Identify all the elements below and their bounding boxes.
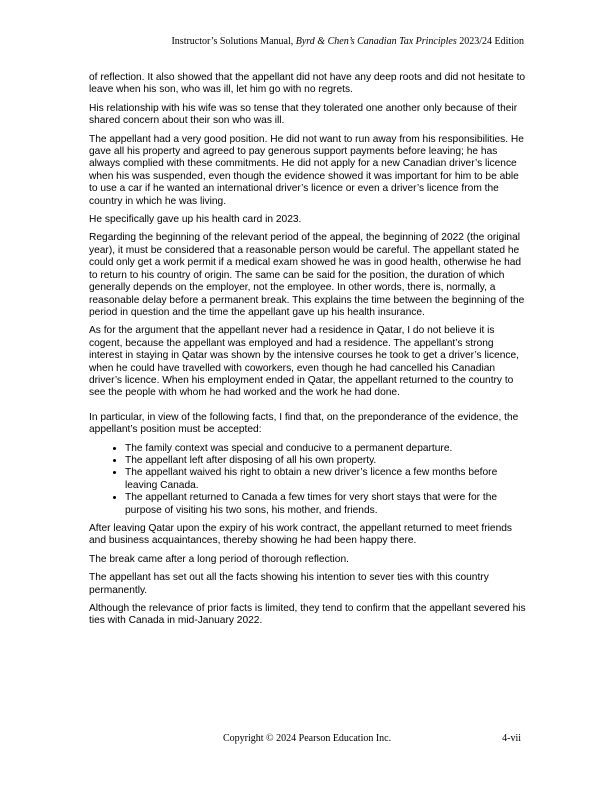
header-book-title: Byrd & Chen’s Canadian Tax Principles xyxy=(295,36,457,47)
paragraph: After leaving Qatar upon the expiry of his work contract, the appellant returned to meet friends and business acquaintances, thereby showing he had been happy there. xyxy=(89,523,513,547)
header-suffix: 2023/24 Edition xyxy=(456,36,524,47)
copyright-notice: Copyright © 2024 Pearson Education Inc. xyxy=(223,733,392,744)
running-header xyxy=(171,36,524,47)
body-text xyxy=(89,72,529,634)
paragraph: The break came after a long period of thorough reflection. xyxy=(89,553,349,565)
paragraph: He specifically gave up his health card in 2023. xyxy=(89,214,302,226)
paragraph: As for the argument that the appellant never had a residence in Qatar, I do not believe it is cogent, because the appellant was employed and had a residence. The appellant’s strong interest in staying in Qatar was shown by the intensive courses he took to get a driver’s licence, when he could have travelled with coworkers, even though he had cancelled his Canadian driver’s licence. When his employment ended in Qatar, the appellant returned to the country to see the people with whom he had worked and the work he had done. xyxy=(89,325,519,399)
paragraph: His relationship with his wife was so tense that they tolerated one another only because of their shared concern about their son who was ill. xyxy=(89,102,518,127)
paragraph: Although the relevance of prior facts is limited, they tend to confirm that the appellant severed his ties with Canada in mid-January 2022. xyxy=(89,603,526,627)
paragraph: The appellant has set out all the facts showing his intention to sever ties with this country permanently. xyxy=(89,572,489,596)
header-prefix: Instructor’s Solutions Manual, xyxy=(171,36,296,47)
paragraph: In particular, in view of the following facts, I find that, on the preponderance of the evidence, the appellant’s position must be accepted: xyxy=(89,411,519,436)
paragraph: The appellant had a very good position. He did not want to run away from his responsibilities. He gave all his property and agreed to pay generous support payments before leaving; he has always complied with these commitments. He did not apply for a new Canadian driver’s licence when his was suspended, even though the evidence showed it was important for him to be able to use a car if he wanted an international driver’s licence or even a driver’s licence from the country in which he was living. xyxy=(89,133,524,207)
list-item: • The family context was special and conducive to a permanent departure. xyxy=(125,443,529,455)
paragraph: Regarding the beginning of the relevant period of the appeal, the beginning of 2022 (the original year), it must be considered that a reasonable person would be careful. The appellant stated he could only get a work permit if a medical exam showed he was in good health, otherwise he had to return to his country of origin. The same can be said for the position, the duration of which generally depends on the employer, not the employee. In other words, there is, normally, a reasonable delay before a permanent break. This explains the time between the beginning of the period in question and the time the appellant gave up his health insurance. xyxy=(89,232,525,318)
list-item: • The appellant waived his right to obtain a new driver’s licence a few months before leaving Canada. xyxy=(125,467,529,492)
page-number: 4-vii xyxy=(502,733,521,744)
paragraph: of reflection. It also showed that the appellant did not have any deep roots and did not hesitate to leave when his son, who was ill, let him go with no regrets. xyxy=(89,72,526,96)
list-item: • The appellant left after disposing of all his own property. xyxy=(125,455,529,467)
facts-list xyxy=(89,443,529,517)
list-item: • The appellant returned to Canada a few times for very short stays that were for the purpose of visiting his two sons, his mother, and friends. xyxy=(125,492,529,517)
